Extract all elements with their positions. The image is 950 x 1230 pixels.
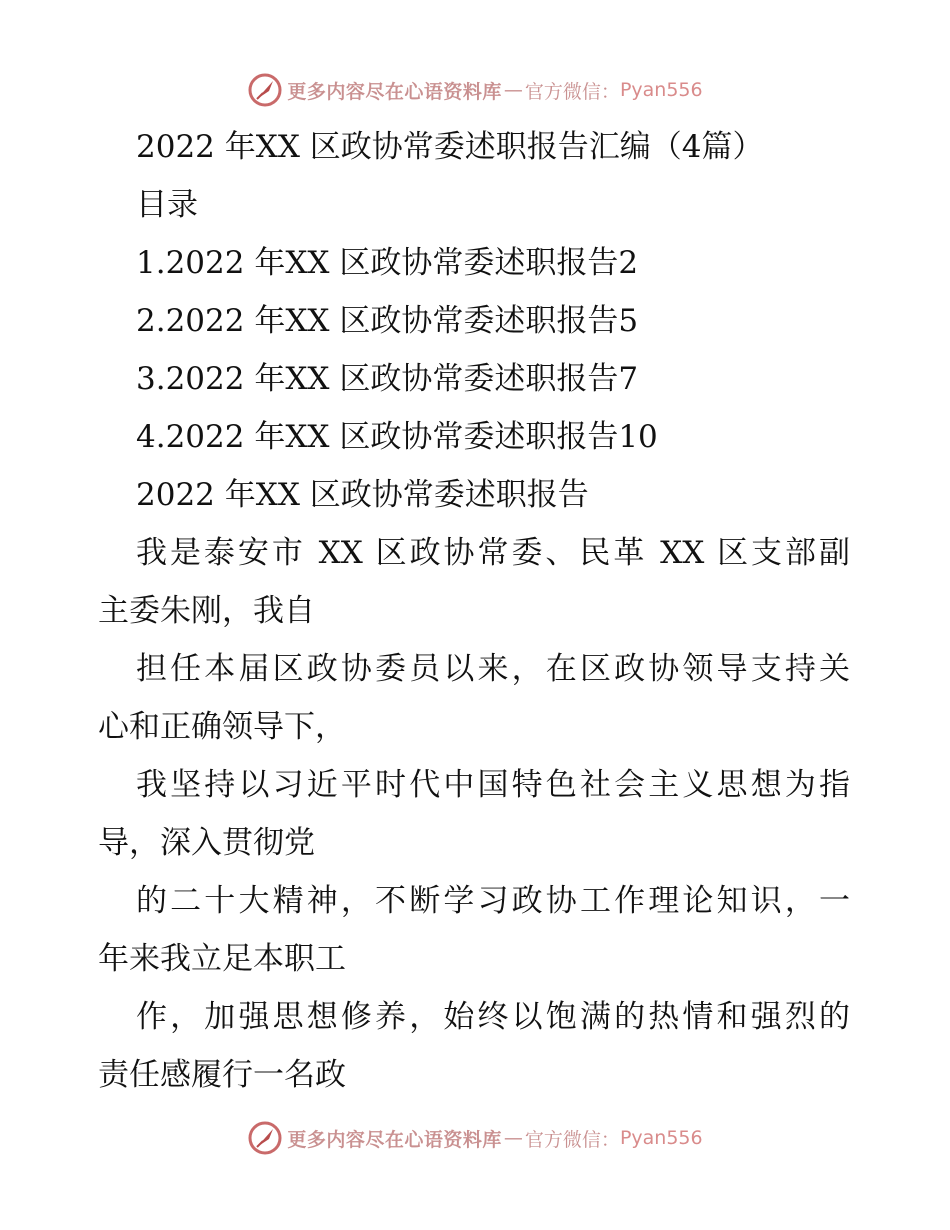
footer-banner [0,1118,950,1158]
paragraph-line: 心和正确领导下， [98,709,346,745]
paragraph-line: 导，深入贯彻党 [98,825,315,861]
paragraph-line: 年来我立足本职工 [98,941,346,977]
banner-tail-text: 官方微信： [524,1128,620,1151]
banner-dash: — [503,1127,523,1149]
paragraph-line: 作，加强思想修养，始终以饱满的热情和强烈的 [136,999,850,1035]
paragraph-line: 我是泰安市 XX 区政协常委、民革 XX 区支部副 [136,535,850,571]
toc-heading: 目录 [136,187,198,223]
banner-lead-text: 更多内容尽在心语资料库 [287,80,502,103]
header-banner [0,70,950,110]
banner-dash: — [503,79,523,101]
toc-item: 2.2022 年XX 区政协常委述职报告5 [136,303,639,339]
section-title: 2022 年XX 区政协常委述职报告 [136,477,589,513]
toc-item: 1.2022 年XX 区政协常委述职报告2 [136,245,639,281]
banner-wechat-id: Pyan556 [619,1127,703,1149]
banner-wechat-id: Pyan556 [619,79,703,101]
banner-lead-text: 更多内容尽在心语资料库 [287,1128,502,1151]
toc-item: 3.2022 年XX 区政协常委述职报告7 [136,361,639,397]
paragraph-line: 我坚持以习近平时代中国特色社会主义思想为指 [136,767,850,803]
quill-logo-icon [247,72,283,108]
toc-item: 4.2022 年XX 区政协常委述职报告10 [136,419,658,455]
paragraph-line: 的二十大精神，不断学习政协工作理论知识，一 [136,883,850,919]
document-title: 2022 年XX 区政协常委述职报告汇编（4篇） [136,129,764,165]
paragraph-line: 担任本届区政协委员以来，在区政协领导支持关 [136,651,850,687]
quill-logo-icon [247,1120,283,1156]
paragraph-line: 责任感履行一名政 [98,1057,346,1093]
banner-tail-text: 官方微信： [524,80,620,103]
paragraph-line: 主委朱刚，我自 [98,593,315,629]
document-body [98,118,850,1104]
